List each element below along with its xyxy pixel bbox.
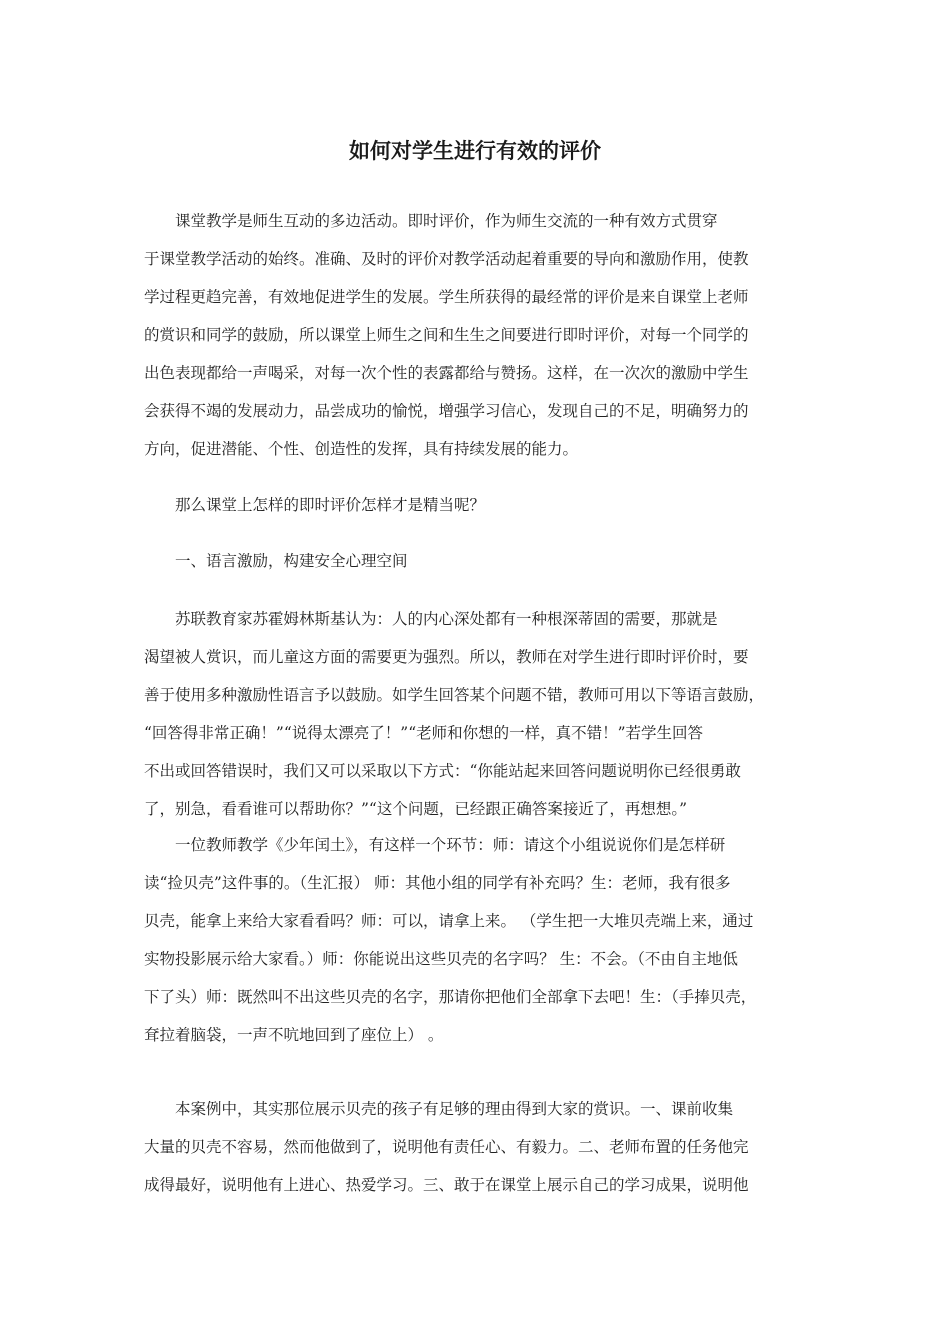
paragraph-6 [144,1090,806,1204]
paragraph-line: 本案例中，其实那位展示贝壳的孩子有足够的理由得到大家的赏识。一、课前收集 [175,1100,734,1118]
paragraph-line: 贝壳，能拿上来给大家看看吗？师：可以，请拿上来。 （学生把一大堆贝壳端上来，通过 [144,912,754,930]
paragraph-2 [144,486,806,524]
paragraph-line: 不出或回答错误时，我们又可以采取以下方式：“你能站起来回答问题说明你已经很勇敢 [144,762,741,780]
paragraph-line: 下了头）师：既然叫不出这些贝壳的名字，那请你把他们全部拿下去吧！生：（手捧贝壳， [144,988,757,1006]
paragraph-line: 成得最好，说明他有上进心、热爱学习。三、敢于在课堂上展示自己的学习成果，说明他 [144,1176,749,1194]
paragraph-line: 实物投影展示给大家看。）师：你能说出这些贝壳的名字吗？ 生：不会。（不由自主地低 [144,950,738,968]
paragraph-line: 出色表现都给一声喝采，对每一次个性的表露都给与赞扬。这样，在一次次的激励中学生 [144,364,749,382]
paragraph-line: 于课堂教学活动的始终。准确、及时的评价对教学活动起着重要的导向和激励作用，使教 [144,250,749,268]
paragraph-line: 苏联教育家苏霍姆林斯基认为：人的内心深处都有一种根深蒂固的需要，那就是 [175,610,718,628]
document-title: 如何对学生进行有效的评价 [349,139,601,163]
paragraph-line: 学过程更趋完善，有效地促进学生的发展。学生所获得的最经常的评价是来自课堂上老师 [144,288,749,306]
paragraph-line: “回答得非常正确！”“说得太漂亮了！”“老师和你想的一样，真不错！”若学生回答 [144,724,704,742]
section-heading-line: 一、语言激励，构建安全心理空间 [175,552,408,570]
paragraph-line: 善于使用多种激励性语言予以鼓励。如学生回答某个问题不错，教师可用以下等语言鼓励， [144,686,765,704]
paragraph-line: 一位教师教学《少年闰土》，有这样一个环节：师：请这个小组说说你们是怎样研 [175,836,726,854]
paragraph-line: 了，别急，看看谁可以帮助你？”“这个问题，已经跟正确答案接近了，再想想。” [144,800,688,818]
paragraph-line: 那么课堂上怎样的即时评价怎样才是精当呢？ [175,496,486,514]
paragraph-line: 大量的贝壳不容易，然而他做到了，说明他有责任心、有毅力。二、老师布置的任务他完 [144,1138,749,1156]
paragraph-line: 读“捡贝壳”这件事的。（生汇报） 师：其他小组的同学有补充吗？生：老师，我有很多 [144,874,731,892]
paragraph-line: 的赏识和同学的鼓励，所以课堂上师生之间和生生之间要进行即时评价，对每一个同学的 [144,326,749,344]
paragraph-line: 渴望被人赏识，而儿童这方面的需要更为强烈。所以，教师在对学生进行即时评价时，要 [144,648,749,666]
paragraph-1 [144,202,806,468]
paragraph-line: 会获得不竭的发展动力，品尝成功的愉悦，增强学习信心，发现自己的不足，明确努力的 [144,402,749,420]
paragraph-4 [144,600,806,828]
paragraph-line: 方向，促进潜能、个性、创造性的发挥，具有持续发展的能力。 [144,440,579,458]
paragraph-line: 耷拉着脑袋，一声不吭地回到了座位上） 。 [144,1026,444,1044]
section-heading-1 [144,542,806,580]
paragraph-line: 课堂教学是师生互动的多边活动。即时评价，作为师生交流的一种有效方式贯穿 [175,212,718,230]
paragraph-5 [144,826,806,1054]
